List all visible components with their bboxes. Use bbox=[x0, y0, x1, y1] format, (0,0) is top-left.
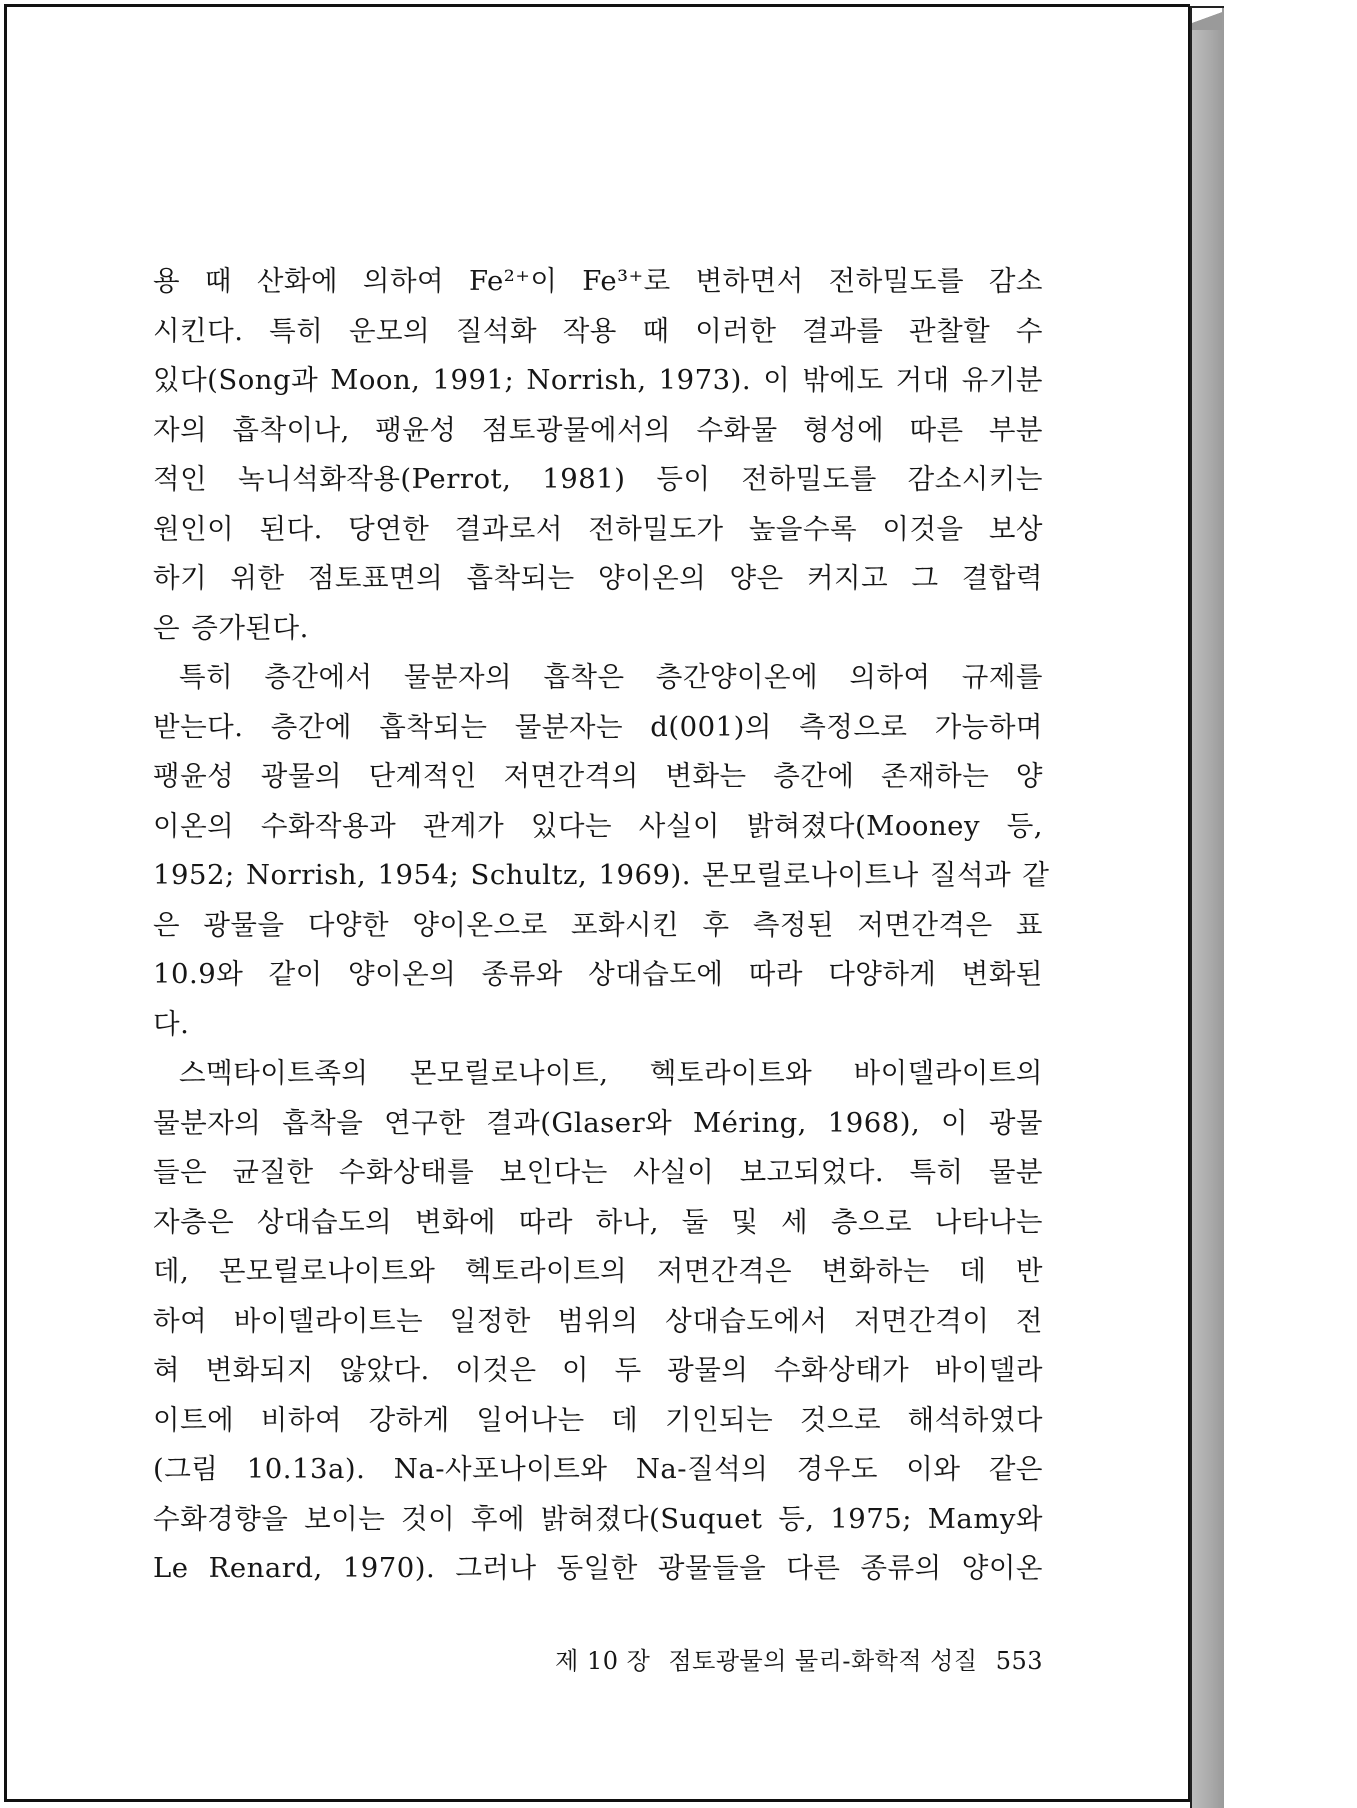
text-line: 시킨다. 특히 운모의 질석화 작용 때 이러한 결과를 관찰할 수 bbox=[153, 314, 1043, 347]
text-line: 원인이 된다. 당연한 결과로서 전하밀도가 높을수록 이것을 보상 bbox=[153, 512, 1043, 545]
text-line: 수화경향을 보이는 것이 후에 밝혀졌다(Suquet 등, 1975; Mamy와 bbox=[153, 1502, 1043, 1535]
text-line: 물분자의 흡착을 연구한 결과(Glaser와 Méring, 1968), 이 광물 bbox=[153, 1106, 1043, 1139]
text-line: 받는다. 층간에 흡착되는 물분자는 d(001)의 측정으로 가능하며 bbox=[153, 710, 1043, 743]
text-line: 스멕타이트족의 몬모릴로나이트, 헥토라이트와 바이델라이트의 bbox=[179, 1057, 1043, 1089]
text-line: Le Renard, 1970). 그러나 동일한 광물들을 다른 종류의 양이온 bbox=[153, 1552, 1043, 1584]
text-line: 은 광물을 다양한 양이온으로 포화시킨 후 측정된 저면간격은 표 bbox=[153, 908, 1043, 941]
text-line: 자층은 상대습도의 변화에 따라 하나, 둘 및 세 층으로 나타나는 bbox=[153, 1205, 1043, 1238]
text-line: (그림 10.13a). Na-사포나이트와 Na-질석의 경우도 이와 같은 bbox=[153, 1453, 1043, 1485]
page-footer bbox=[153, 1641, 1043, 1676]
text-line: 다. bbox=[153, 1007, 190, 1040]
text-line: 자의 흡착이나, 팽윤성 점토광물에서의 수화물 형성에 따른 부분 bbox=[153, 413, 1043, 446]
book-page bbox=[4, 4, 1190, 1802]
text-line: 적인 녹니석화작용(Perrot, 1981) 등이 전하밀도를 감소시키는 bbox=[153, 463, 1043, 495]
chapter-label: 제 10 장 bbox=[555, 1647, 651, 1675]
text-line: 있다(Song과 Moon, 1991; Norrish, 1973). 이 밖에도 거대 유기분 bbox=[153, 364, 1043, 396]
text-line: 은 증가된다. bbox=[153, 611, 309, 644]
body-text bbox=[153, 257, 1050, 1594]
text-line: 10.9와 같이 양이온의 종류와 상대습도에 따라 다양하게 변화된 bbox=[153, 958, 1043, 990]
text-line: 특히 층간에서 물분자의 흡착은 층간양이온에 의하여 규제를 bbox=[179, 661, 1043, 693]
text-line: 데, 몬모릴로나이트와 헥토라이트의 저면간격은 변화하는 데 반 bbox=[153, 1255, 1043, 1287]
chapter-title: 점토광물의 물리-화학적 성질 bbox=[668, 1647, 978, 1675]
text-line: 하기 위한 점토표면의 흡착되는 양이온의 양은 커지고 그 결합력 bbox=[153, 562, 1043, 594]
text-line: 혀 변화되지 않았다. 이것은 이 두 광물의 수화상태가 바이델라 bbox=[153, 1354, 1043, 1386]
text-line: 팽윤성 광물의 단계적인 저면간격의 변화는 층간에 존재하는 양 bbox=[153, 760, 1043, 792]
text-line: 1952; Norrish, 1954; Schultz, 1969). 몬모릴로나이트나 질석과 같 bbox=[153, 859, 1050, 891]
text-line: 이트에 비하여 강하게 일어나는 데 기인되는 것으로 해석하였다 bbox=[153, 1403, 1043, 1436]
text-line: 들은 균질한 수화상태를 보인다는 사실이 보고되었다. 특히 물분 bbox=[153, 1156, 1043, 1188]
page-number: 553 bbox=[995, 1647, 1043, 1675]
text-line: 하여 바이델라이트는 일정한 범위의 상대습도에서 저면간격이 전 bbox=[153, 1304, 1043, 1337]
text-line: 이온의 수화작용과 관계가 있다는 사실이 밝혀졌다(Mooney 등, bbox=[153, 809, 1043, 842]
text-line: 용 때 산화에 의하여 Fe²⁺이 Fe³⁺로 변하면서 전하밀도를 감소 bbox=[153, 265, 1043, 297]
page-stack-edge bbox=[1190, 6, 1224, 1808]
